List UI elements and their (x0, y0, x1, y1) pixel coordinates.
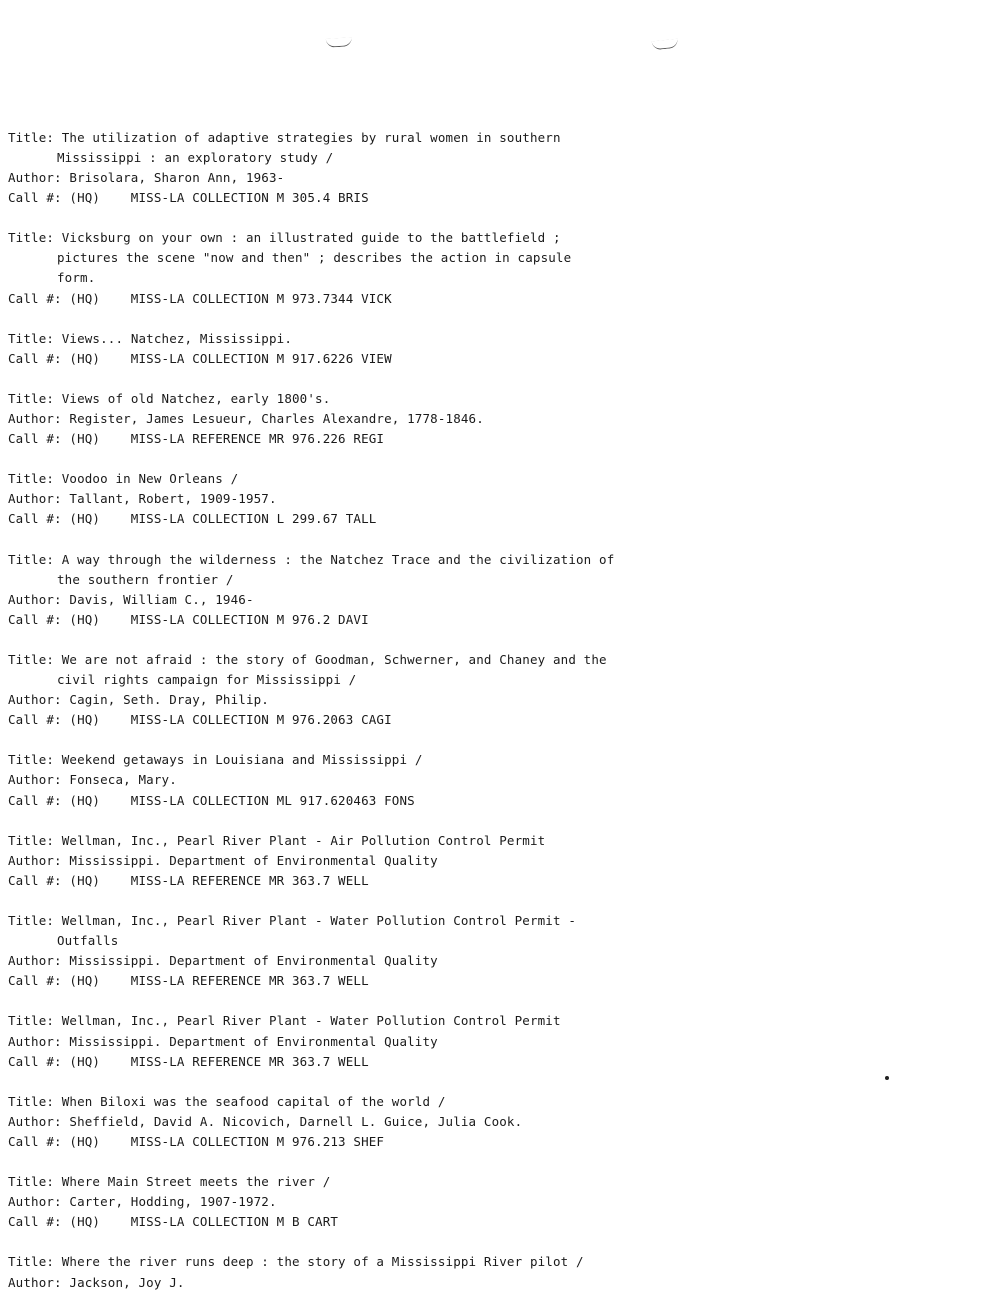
title-label: Title: (8, 230, 62, 246)
call-number-line (8, 1052, 968, 1072)
call-number-label: Call #: (8, 1214, 70, 1230)
title-text: The utilization of adaptive strategies by rural women in southern (61, 130, 561, 145)
title-label: Title: (8, 652, 62, 668)
title-label: Title: (8, 752, 62, 768)
title-line (8, 1172, 968, 1192)
catalog-entry (8, 650, 968, 730)
title-line (8, 1011, 968, 1031)
author-text: Tallant, Robert, 1909-1957. (69, 491, 277, 507)
call-number-text: (HQ) MISS-LA REFERENCE MR 363.7 WELL (69, 872, 369, 888)
call-number-text: (HQ) MISS-LA COLLECTION ML 917.620463 FONS (69, 792, 415, 808)
title-line (8, 128, 968, 148)
title-text: civil rights campaign for Mississippi / (57, 672, 357, 688)
call-number-text: (HQ) MISS-LA COLLECTION M 305.4 BRIS (69, 190, 369, 206)
author-text: Davis, William C., 1946- (69, 591, 254, 607)
author-text: Sheffield, David A. Nicovich, Darnell L. Guice, Julia Cook. (69, 1113, 523, 1129)
call-number-text: (HQ) MISS-LA REFERENCE MR 363.7 WELL (69, 1053, 369, 1069)
call-number-line (8, 509, 968, 529)
author-label: Author: (8, 591, 70, 607)
author-text: Mississippi. Department of Environmental Quality (69, 953, 438, 969)
catalog-entry (8, 469, 968, 529)
author-text: Brisolara, Sharon Ann, 1963- (69, 170, 285, 186)
call-number-label: Call #: (8, 350, 70, 366)
title-text: Wellman, Inc., Pearl River Plant - Water Pollution Control Permit - (61, 913, 577, 929)
call-number-line (8, 349, 968, 369)
author-label: Author: (8, 1194, 70, 1210)
title-line (8, 228, 968, 248)
call-number-text: (HQ) MISS-LA COLLECTION L 299.67 TALL (69, 511, 377, 527)
call-number-line (8, 429, 968, 449)
title-text: Outfalls (57, 933, 119, 949)
title-continuation (8, 931, 968, 951)
title-label: Title: (8, 1254, 62, 1270)
author-line (8, 1112, 968, 1132)
title-text: the southern frontier / (57, 571, 234, 587)
call-number-line (8, 710, 968, 730)
author-label: Author: (8, 953, 70, 969)
call-number-text: (HQ) MISS-LA REFERENCE MR 976.226 REGI (69, 431, 385, 447)
title-text: Wellman, Inc., Pearl River Plant - Water Pollution Control Permit (61, 1013, 561, 1029)
title-label: Title: (8, 391, 62, 407)
author-label: Author: (8, 852, 70, 868)
catalog-entry (8, 1011, 968, 1071)
catalog-listing (8, 128, 968, 1313)
scan-artifact-mark (326, 37, 353, 48)
author-line (8, 168, 968, 188)
title-label: Title: (8, 471, 62, 487)
call-number-text: (HQ) MISS-LA COLLECTION M B CART (69, 1214, 339, 1230)
title-line (8, 550, 968, 570)
title-text: A way through the wilderness : the Natchez Trace and the civilization of (61, 551, 615, 567)
title-text: form. (57, 270, 96, 286)
title-text: When Biloxi was the seafood capital of the world / (61, 1093, 446, 1109)
author-label: Author: (8, 411, 70, 427)
call-number-label: Call #: (8, 611, 70, 627)
catalog-entry (8, 911, 968, 991)
author-text: Jackson, Joy J. (69, 1274, 185, 1290)
title-continuation (8, 248, 968, 268)
call-number-line (8, 971, 968, 991)
title-text: Mississippi : an exploratory study / (57, 150, 334, 166)
author-line (8, 1032, 968, 1052)
call-number-label: Call #: (8, 290, 70, 306)
author-line (8, 489, 968, 509)
title-line (8, 650, 968, 670)
call-number-line (8, 289, 968, 309)
call-number-label: Call #: (8, 1053, 70, 1069)
author-label: Author: (8, 1033, 70, 1049)
call-number-text: (HQ) MISS-LA COLLECTION M 917.6226 VIEW (69, 350, 392, 366)
title-text: Vicksburg on your own : an illustrated guide to the battlefield ; (61, 230, 561, 246)
author-text: Carter, Hodding, 1907-1972. (69, 1194, 277, 1210)
call-number-text: (HQ) MISS-LA COLLECTION M 976.213 SHEF (69, 1133, 385, 1149)
title-line (8, 1252, 968, 1272)
author-label: Author: (8, 772, 70, 788)
author-text: Mississippi. Department of Environmental Quality (69, 1033, 438, 1049)
catalog-entry (8, 831, 968, 891)
call-number-label: Call #: (8, 872, 70, 888)
author-label: Author: (8, 170, 70, 186)
title-text: We are not afraid : the story of Goodman, Schwerner, and Chaney and the (61, 652, 607, 668)
author-label: Author: (8, 692, 70, 708)
call-number-label: Call #: (8, 712, 70, 728)
scan-artifact-mark (652, 39, 679, 51)
title-text: Views of old Natchez, early 1800's. (61, 391, 331, 407)
title-continuation (8, 268, 968, 288)
call-number-label: Call #: (8, 190, 70, 206)
title-label: Title: (8, 551, 62, 567)
call-number-label: Call #: (8, 511, 70, 527)
author-text: Cagin, Seth. Dray, Philip. (69, 692, 269, 708)
catalog-entry (8, 750, 968, 810)
title-continuation (8, 570, 968, 590)
author-text: Fonseca, Mary. (69, 772, 177, 788)
title-text: Weekend getaways in Louisiana and Mississippi / (61, 752, 423, 768)
author-line (8, 409, 968, 429)
author-line (8, 951, 968, 971)
title-text: Voodoo in New Orleans / (61, 471, 239, 487)
call-number-text: (HQ) MISS-LA COLLECTION M 976.2 DAVI (69, 611, 369, 627)
title-label: Title: (8, 330, 62, 346)
call-number-label: Call #: (8, 431, 70, 447)
title-text: Where the river runs deep : the story of a Mississippi River pilot / (61, 1254, 584, 1270)
title-line (8, 329, 968, 349)
author-line (8, 690, 968, 710)
call-number-line (8, 610, 968, 630)
catalog-entry (8, 550, 968, 630)
catalog-entry (8, 1252, 968, 1292)
author-line (8, 851, 968, 871)
title-label: Title: (8, 130, 62, 145)
title-line (8, 911, 968, 931)
title-label: Title: (8, 1013, 62, 1029)
title-text: Wellman, Inc., Pearl River Plant - Air Pollution Control Permit (61, 832, 546, 848)
author-text: Mississippi. Department of Environmental Quality (69, 852, 438, 868)
author-label: Author: (8, 1274, 70, 1290)
catalog-entry (8, 329, 968, 369)
author-line (8, 770, 968, 790)
title-line (8, 389, 968, 409)
call-number-line (8, 1212, 968, 1232)
call-number-line (8, 791, 968, 811)
call-number-label: Call #: (8, 973, 70, 989)
author-line (8, 1192, 968, 1212)
catalog-entry (8, 128, 968, 208)
call-number-line (8, 1132, 968, 1152)
title-continuation (8, 670, 968, 690)
call-number-line (8, 188, 968, 208)
title-line (8, 469, 968, 489)
title-line (8, 831, 968, 851)
title-text: pictures the scene "now and then" ; describes the action in capsule (57, 250, 572, 266)
catalog-entry (8, 1092, 968, 1152)
catalog-entry (8, 389, 968, 449)
author-line (8, 1273, 968, 1293)
call-number-label: Call #: (8, 792, 70, 808)
call-number-label: Call #: (8, 1133, 70, 1149)
title-line (8, 1092, 968, 1112)
title-continuation (8, 148, 968, 168)
author-label: Author: (8, 491, 70, 507)
author-line (8, 590, 968, 610)
title-text: Views... Natchez, Mississippi. (61, 330, 293, 346)
author-text: Register, James Lesueur, Charles Alexandre, 1778-1846. (69, 411, 484, 427)
call-number-text: (HQ) MISS-LA REFERENCE MR 363.7 WELL (69, 973, 369, 989)
call-number-text: (HQ) MISS-LA COLLECTION M 973.7344 VICK (69, 290, 392, 306)
catalog-entry (8, 1172, 968, 1232)
title-text: Where Main Street meets the river / (61, 1174, 331, 1190)
call-number-line (8, 871, 968, 891)
title-label: Title: (8, 913, 62, 929)
title-line (8, 750, 968, 770)
catalog-entry (8, 228, 968, 308)
title-label: Title: (8, 1174, 62, 1190)
title-label: Title: (8, 832, 62, 848)
author-label: Author: (8, 1113, 70, 1129)
title-label: Title: (8, 1093, 62, 1109)
call-number-text: (HQ) MISS-LA COLLECTION M 976.2063 CAGI (69, 712, 392, 728)
